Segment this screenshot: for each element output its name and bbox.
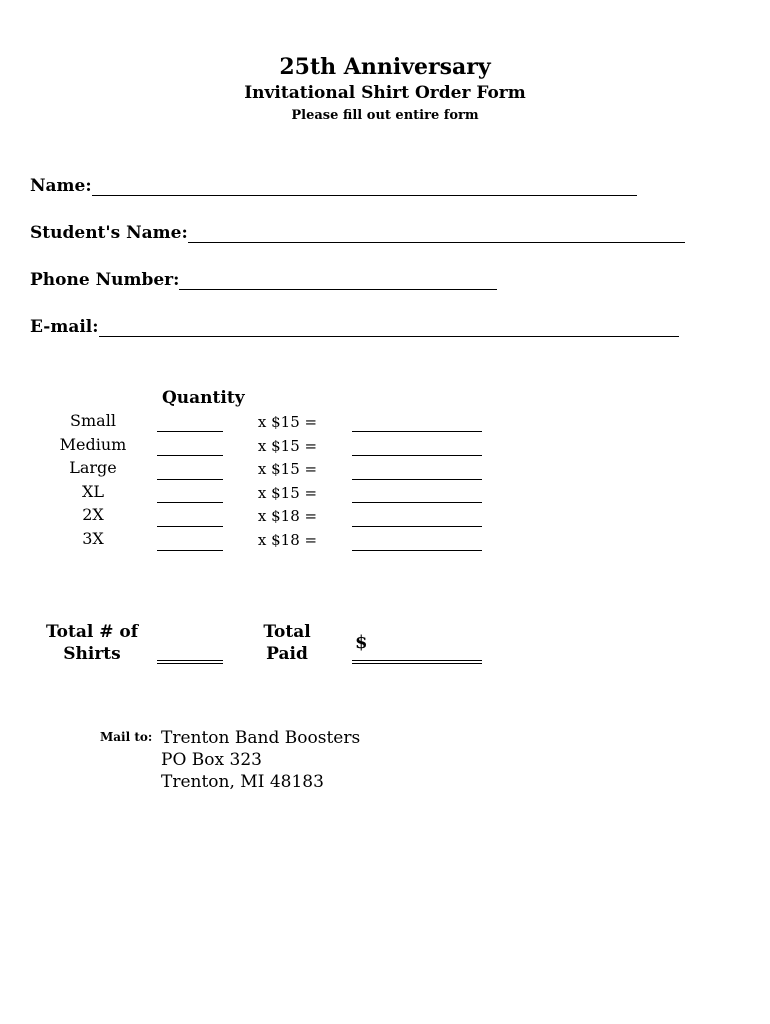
form-instructions: Please fill out entire form (291, 108, 479, 123)
quantity-line[interactable] (157, 455, 223, 456)
amount-line[interactable] (352, 550, 482, 551)
phone-label: Phone Number: (30, 270, 180, 290)
amount-line[interactable] (352, 479, 482, 480)
quantity-line[interactable] (157, 550, 223, 551)
quantity-header: Quantity (162, 388, 245, 408)
size-label: Medium (59, 435, 127, 454)
name-label: Name: (30, 176, 92, 196)
mail-address-line: Trenton, MI 48183 (161, 772, 324, 792)
quantity-line[interactable] (157, 526, 223, 527)
email-field-line[interactable] (99, 318, 679, 337)
total-shirts-label-line2: Shirts (63, 644, 121, 664)
mail-to-label: Mail to: (100, 730, 153, 744)
student-name-label: Student's Name: (30, 223, 188, 243)
total-paid-label-line2: Paid (266, 644, 308, 664)
amount-line[interactable] (352, 431, 482, 432)
total-paid-label-line1: Total (263, 622, 311, 642)
total-shirts-label (40, 621, 144, 665)
quantity-line[interactable] (157, 431, 223, 432)
price-label: x $15 = (257, 484, 318, 502)
name-field-row (30, 176, 637, 196)
phone-field-line[interactable] (179, 271, 497, 290)
size-label: XL (81, 482, 104, 501)
quantity-line[interactable] (157, 479, 223, 480)
size-label: 2X (82, 505, 104, 524)
total-shirts-label-line1: Total # of (45, 622, 139, 642)
amount-line[interactable] (352, 526, 482, 527)
quantity-line[interactable] (157, 502, 223, 503)
total-paid-label (250, 621, 324, 665)
form-subtitle: Invitational Shirt Order Form (244, 83, 526, 103)
amount-line[interactable] (352, 455, 482, 456)
amount-line[interactable] (352, 502, 482, 503)
form-title: 25th Anniversary (279, 54, 491, 80)
price-label: x $18 = (257, 531, 318, 549)
size-label: 3X (82, 529, 104, 548)
mail-address-line: PO Box 323 (161, 750, 262, 770)
email-label: E-mail: (30, 317, 99, 337)
total-shirts-line[interactable] (157, 660, 223, 664)
total-paid-line[interactable] (352, 660, 482, 664)
student-name-field-row (30, 223, 685, 243)
price-label: x $15 = (257, 437, 318, 455)
student-name-field-line[interactable] (188, 224, 685, 243)
price-label: x $15 = (257, 413, 318, 431)
price-label: x $15 = (257, 460, 318, 478)
email-field-row (30, 317, 679, 337)
currency-symbol: $ (355, 632, 368, 653)
size-label: Small (70, 411, 116, 430)
mail-address-line: Trenton Band Boosters (161, 728, 361, 748)
price-label: x $18 = (257, 507, 318, 525)
size-label: Large (69, 458, 117, 477)
name-field-line[interactable] (92, 177, 637, 196)
phone-field-row (30, 270, 497, 290)
